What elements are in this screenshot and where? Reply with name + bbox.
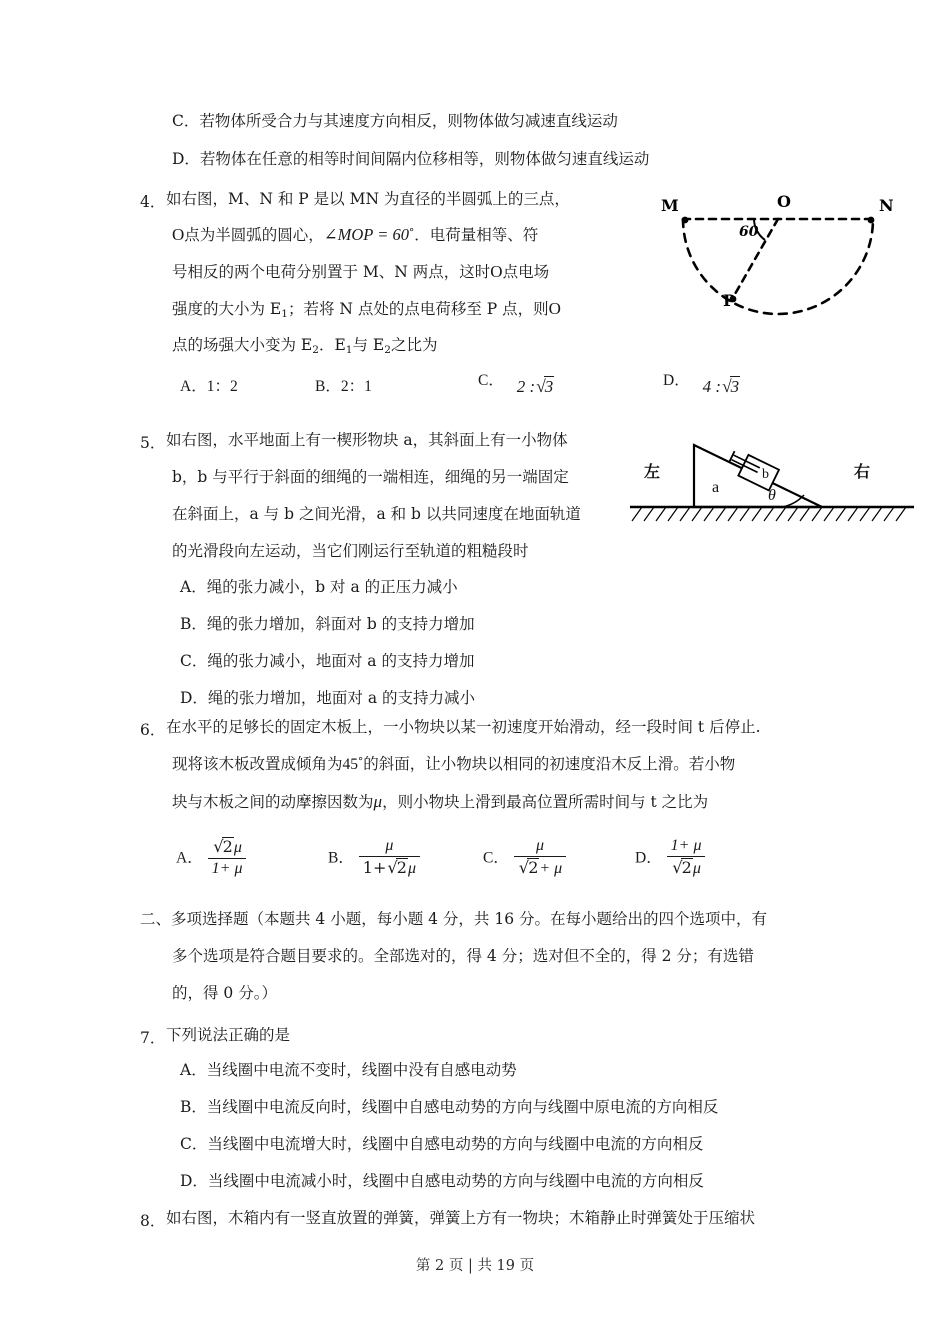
q6-option-b	[328, 838, 420, 879]
q4-stem-line3-a: 号相反的两个电荷分别置于 M、N 两点，这时	[172, 263, 491, 281]
q6-stem-line3-a: 块与木板之间的动摩擦因数为	[172, 793, 374, 811]
q4-point-o-2: O	[490, 262, 503, 281]
q4-stem-line5-d: 之比为	[390, 336, 438, 354]
q6-option-c-fraction	[514, 837, 566, 878]
q6-option-b-denominator	[359, 856, 420, 878]
q4-e1-subscript: 1	[281, 307, 288, 320]
sqrt-icon: √2	[213, 837, 233, 856]
q4-stem-line4-b: ；若将 N 点处的点电荷移至 P 点，则	[287, 300, 549, 318]
q4-e2-subscript-1: 2	[312, 343, 319, 356]
q6-option-a-numerator	[208, 837, 247, 858]
q4-stem-line5-b: ．E	[318, 336, 346, 354]
q6-angle-value: 45	[342, 756, 359, 773]
q6-option-d-den-mu: μ	[692, 859, 701, 877]
q8-stem: 如右图，木箱内有一竖直放置的弹簧，弹簧上方有一物块；木箱静止时弹簧处于压缩状	[166, 1209, 756, 1227]
q6-option-a-root: 2	[222, 837, 233, 856]
q6-option-b-numerator: μ	[385, 837, 394, 854]
sqrt-icon: √2	[672, 857, 692, 877]
section2-line1: 二、多项选择题（本题共 4 小题，每小题 4 分，共 16 分。在每小题给出的四个选项中，有	[140, 910, 768, 928]
q4-option-d-label: D．	[663, 372, 690, 389]
section2-line2: 多个选项是符合题目要求的。全部选对的，得 4 分；选对但不全的，得 2 分；有选错	[172, 947, 754, 965]
q4-option-c	[478, 368, 554, 396]
q6-stem-line3	[172, 792, 708, 812]
sqrt-icon: √2	[387, 857, 407, 877]
q6-option-a-label: A．	[176, 849, 203, 867]
q6-option-a-mu: μ	[233, 839, 242, 856]
q4-option-d-value	[703, 377, 740, 396]
wedge-label-b: b	[762, 467, 769, 482]
wedge-svg	[622, 427, 922, 532]
q4-point-o-1: O	[172, 225, 185, 244]
q4-option-c-pre: 2 :	[516, 377, 536, 396]
sqrt-icon: √3	[722, 377, 740, 396]
q4-e1-subscript-2: 1	[345, 343, 353, 356]
q4-stem-line5	[172, 336, 437, 357]
q5-option-d: D．绳的张力增加，地面对 a 的支持力减小	[180, 689, 476, 707]
q4-stem-line5-c: 与 E	[352, 336, 385, 354]
q4-stem-line4-a: 强度的大小为 E	[172, 300, 282, 318]
q4-option-c-root: 3	[544, 377, 554, 396]
q5-wedge-figure	[622, 427, 922, 532]
q4-stem-line2	[172, 225, 538, 245]
figure-label-m: M	[661, 196, 679, 215]
q7-option-b: B．当线圈中电流反向时，线圈中自感电动势的方向与线圈中原电流的方向相反	[180, 1098, 719, 1116]
q4-option-b-label: B．	[315, 378, 341, 395]
q3-option-c: C．若物体所受合力与其速度方向相反，则物体做匀减速直线运动	[172, 112, 618, 130]
figure-label-angle-60: 60	[739, 224, 759, 240]
q6-option-d-denominator	[667, 856, 706, 878]
q6-option-c-den-post: + μ	[539, 859, 563, 877]
q6-option-c-den-root: 2	[528, 857, 539, 877]
q4-e2-subscript-2: 2	[384, 343, 391, 356]
q6-stem-line2-a: 现将该木板改置成倾角为	[172, 755, 343, 773]
sqrt-icon: √2	[518, 857, 539, 877]
q4-stem-line3-c: 点电场	[502, 263, 550, 281]
q4-stem-line1: 如右图，M、N 和 P 是以 MN 为直径的半圆弧上的三点，	[166, 190, 570, 208]
q6-stem-line2	[172, 755, 735, 775]
q6-option-a-fraction	[208, 837, 247, 878]
q7-option-d: D．当线圈中电流减小时，线圈中自感电动势的方向与线圈中电流的方向相反	[180, 1172, 704, 1190]
q6-option-d	[635, 838, 705, 879]
q4-option-d	[663, 368, 740, 396]
q3-option-d: D．若物体在任意的相等时间间隔内位移相等，则物体做匀速直线运动	[172, 150, 650, 168]
q4-number: 4．	[140, 193, 166, 211]
q6-option-a-denominator: 1+ μ	[208, 858, 247, 878]
q6-option-b-den-root: 2	[396, 857, 407, 877]
q4-option-a	[180, 374, 238, 396]
q4-point-o-3: O	[548, 299, 561, 318]
q6-option-d-fraction	[667, 837, 706, 878]
q6-option-d-label: D．	[635, 849, 662, 867]
q5-option-c: C．绳的张力减小，地面对 a 的支持力增加	[180, 652, 475, 670]
q4-stem-line2-b: 点为半圆弧的圆心，	[184, 226, 324, 244]
q7-option-c: C．当线圈中电流增大时，线圈中自感电动势的方向与线圈中电流的方向相反	[180, 1135, 704, 1153]
q4-degree-sign: °	[408, 226, 415, 239]
q4-semicircle-figure	[655, 186, 905, 316]
q4-option-d-root: 3	[730, 377, 740, 396]
q6-option-c-denominator	[514, 856, 566, 878]
q6-option-c-numerator: μ	[535, 837, 544, 854]
sqrt-icon: √3	[536, 377, 554, 396]
wedge-label-right: 右	[854, 462, 871, 481]
q6-option-c	[483, 838, 566, 879]
page-footer: 第 2 页 | 共 19 页	[415, 1258, 535, 1274]
q6-option-d-den-root: 2	[681, 857, 692, 877]
wedge-label-a: a	[712, 479, 720, 496]
q5-stem-line1: 如右图，水平地面上有一楔形物块 a，其斜面上有一小物体	[166, 431, 568, 449]
q6-option-b-den-mu: μ	[407, 859, 416, 877]
q4-option-c-value	[517, 377, 554, 396]
q5-stem-line3: 在斜面上，a 与 b 之间光滑，a 和 b 以共同速度在地面轨道	[172, 505, 581, 523]
q5-stem-line4: 的光滑段向左运动，当它们刚运行至轨道的粗糙段时	[172, 542, 529, 560]
q4-stem-line3	[172, 262, 549, 282]
figure-label-p: P	[723, 291, 736, 310]
q5-stem-line2: b，b 与平行于斜面的细绳的一端相连，细绳的另一端固定	[172, 468, 569, 486]
section2-line3: 的，得 0 分。）	[172, 984, 277, 1002]
q4-stem-line2-c: ．电荷量相等、符	[414, 226, 539, 244]
q6-stem-line2-b: 的斜面，让小物块以相同的初速度沿木反上滑。若小物	[363, 755, 736, 773]
q4-option-c-label: C．	[478, 372, 504, 389]
wedge-label-left: 左	[644, 462, 661, 481]
q6-stem-line3-b: ，则小物块上滑到最高位置所需时间与 t 之比为	[382, 793, 709, 811]
q7-option-a: A．当线圈中电流不变时，线圈中没有自感电动势	[180, 1061, 517, 1079]
wedge-label-theta: θ	[768, 487, 776, 504]
q4-stem-line4	[172, 299, 561, 321]
figure-label-o: O	[777, 192, 791, 211]
q4-option-b	[315, 374, 372, 396]
q4-stem-line5-a: 点的场强大小变为 E	[172, 336, 313, 354]
figure-label-n: N	[879, 196, 894, 215]
q6-option-b-fraction	[359, 837, 420, 878]
q5-option-a: A．绳的张力减小，b 对 a 的正压力减小	[180, 578, 458, 596]
q6-degree-sign: °	[358, 755, 364, 768]
q5-number: 5．	[140, 434, 166, 452]
q6-option-b-den-pre: 1+	[362, 857, 387, 877]
q6-stem-line1: 在水平的足够长的固定木板上，一小物块以某一初速度开始滑动，经一段时间 t 后停止.	[166, 718, 761, 736]
q4-option-a-text: 1：2	[206, 378, 238, 395]
q8-number: 8．	[140, 1212, 166, 1230]
q6-option-c-label: C．	[483, 849, 509, 867]
q4-angle-expr: ∠MOP = 60	[323, 225, 409, 244]
q6-option-b-label: B．	[328, 849, 354, 867]
q6-number: 6．	[140, 721, 166, 739]
q6-option-d-numerator: 1+ μ	[670, 837, 702, 854]
q6-option-a	[176, 838, 246, 879]
q7-stem: 下列说法正确的是	[166, 1026, 291, 1044]
q4-option-a-label: A．	[180, 378, 207, 395]
q7-number: 7．	[140, 1029, 166, 1047]
q4-option-b-text: 2：1	[340, 378, 372, 395]
q6-mu-symbol: μ	[373, 792, 383, 811]
q4-option-d-pre: 4 :	[702, 377, 722, 396]
q5-option-b: B．绳的张力增加，斜面对 b 的支持力增加	[180, 615, 475, 633]
